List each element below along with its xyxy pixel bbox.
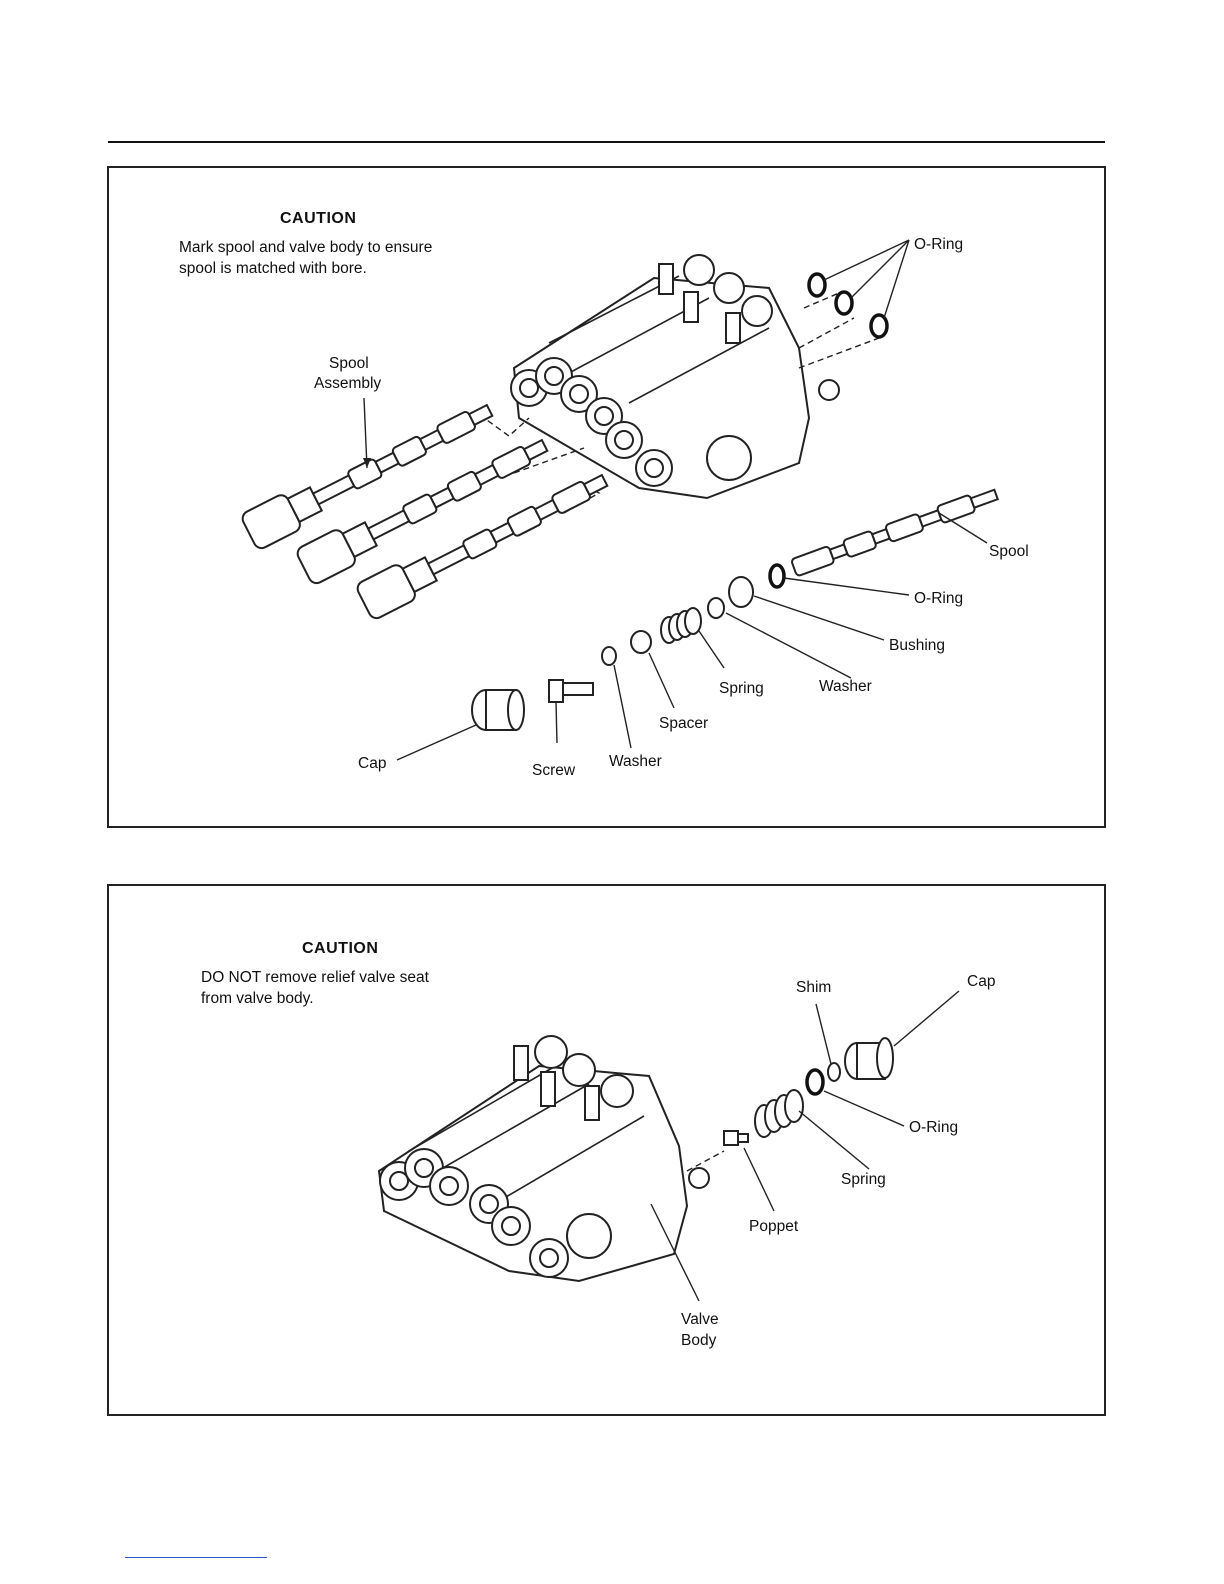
spool-disassembly-figure — [107, 166, 1106, 828]
shim-drawing — [828, 1063, 840, 1081]
cap-drawing-2 — [845, 1038, 893, 1079]
label-spring-2: Spring — [841, 1171, 886, 1188]
poppet-drawing — [724, 1131, 748, 1145]
label-washer-left: Washer — [609, 753, 662, 770]
label-bushing: Bushing — [889, 637, 946, 654]
label-o-ring-2: O-Ring — [909, 1119, 959, 1136]
relief-valve-figure — [107, 884, 1106, 1416]
label-cap-2: Cap — [967, 973, 996, 990]
spring-drawing — [661, 608, 701, 643]
label-o-ring: O-Ring — [914, 590, 964, 607]
header-rule — [108, 141, 1105, 143]
caution-title-2: CAUTION — [302, 940, 379, 957]
relief-valve-exploded-view — [109, 886, 1104, 1414]
label-spool-assembly-1: Spool — [329, 355, 369, 372]
label-cap: Cap — [358, 755, 387, 772]
cap-drawing — [472, 690, 524, 730]
label-spool: Spool — [989, 543, 1029, 560]
label-washer-right: Washer — [819, 678, 872, 695]
label-spring: Spring — [719, 680, 764, 697]
o-ring-relief — [807, 1070, 823, 1094]
valve-body-drawing — [511, 255, 839, 498]
label-o-ring-top: O-Ring — [914, 236, 964, 253]
spring-drawing-2 — [755, 1090, 803, 1137]
o-ring-3 — [871, 315, 887, 337]
spacer-drawing — [631, 631, 651, 653]
o-ring-spool — [770, 565, 784, 587]
o-ring-2 — [836, 292, 852, 314]
washer-drawing — [708, 598, 724, 618]
valve-body-drawing-2 — [379, 1036, 709, 1281]
spool-exploded-view — [109, 168, 1104, 826]
bushing-drawing — [729, 577, 753, 607]
label-poppet: Poppet — [749, 1218, 799, 1235]
label-valve-body-1: Valve — [681, 1311, 719, 1328]
footer-link-underline — [125, 1557, 267, 1558]
washer-left-drawing — [602, 647, 616, 665]
label-spacer: Spacer — [659, 715, 709, 732]
caution-title: CAUTION — [280, 210, 357, 227]
label-screw: Screw — [532, 762, 576, 779]
screw-drawing — [549, 680, 593, 702]
label-shim: Shim — [796, 979, 832, 996]
label-spool-assembly-2: Assembly — [314, 375, 382, 392]
caution-text: Mark spool and valve body to ensure spool is matched with bore. — [179, 239, 433, 277]
o-ring-1 — [809, 274, 825, 296]
label-valve-body-2: Body — [681, 1332, 717, 1349]
caution-text-2: DO NOT remove relief valve seat from valve body. — [201, 969, 429, 1007]
